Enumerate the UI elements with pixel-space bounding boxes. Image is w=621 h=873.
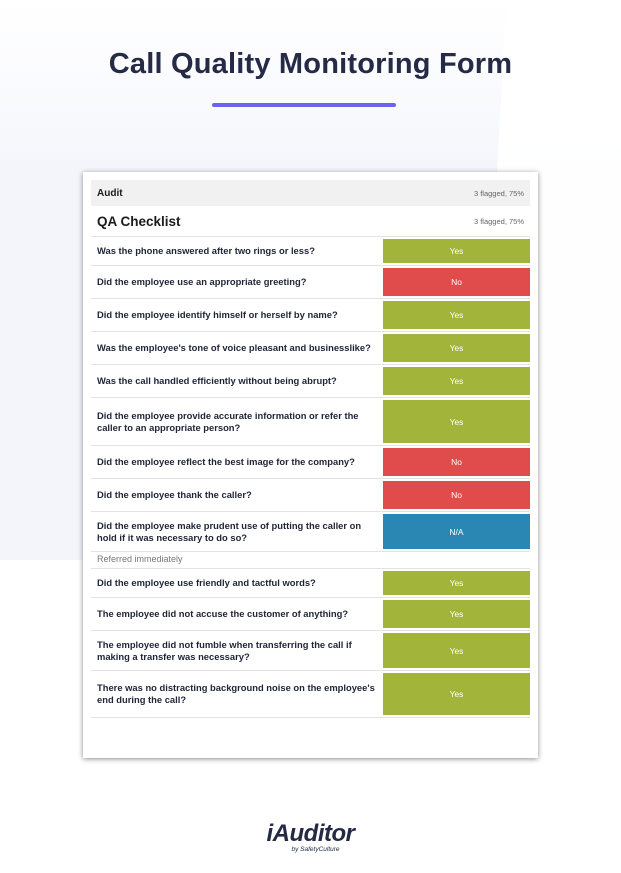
answer-badge: Yes xyxy=(383,400,530,443)
question-text: The employee did not fumble when transferring the call if making a transfer was necessary? xyxy=(97,638,352,662)
question-text: Did the employee use friendly and tactful words? xyxy=(97,577,316,588)
question-text: Did the employee thank the caller? xyxy=(97,489,252,500)
question-text: Was the employee's tone of voice pleasant and businesslike? xyxy=(97,342,371,353)
logo-subtext: by SafetyCulture xyxy=(291,846,340,853)
audit-label: Audit xyxy=(97,187,123,199)
checklist-row xyxy=(91,365,530,398)
answer-badge: No xyxy=(383,448,530,476)
question-text: Did the employee provide accurate information or refer the caller to an appropriate person? xyxy=(97,409,359,433)
checklist-row xyxy=(91,479,530,512)
title-underline xyxy=(212,103,396,107)
page-title: Call Quality Monitoring Form xyxy=(108,48,513,80)
section-meta: 3 flagged, 75% xyxy=(473,216,524,226)
audit-header xyxy=(91,180,530,206)
question-text: Did the employee reflect the best image for the company? xyxy=(97,456,355,467)
section-title: QA Checklist xyxy=(97,213,181,229)
checklist xyxy=(91,236,530,718)
question-text: Did the employee make prudent use of putting the caller on hold if it was necessary to do so? xyxy=(97,519,362,543)
answer-badge: Yes xyxy=(383,600,530,628)
checklist-row xyxy=(91,446,530,479)
answer-badge: Yes xyxy=(383,301,530,329)
checklist-row xyxy=(91,299,530,332)
brand-logo xyxy=(0,820,621,853)
checklist-row xyxy=(91,266,530,299)
question-text: The employee did not accuse the customer of anything? xyxy=(97,608,349,619)
answer-badge: Yes xyxy=(383,571,530,595)
section-header xyxy=(91,206,530,236)
question-text: There was no distracting background noise on the employee's end during the call? xyxy=(97,682,375,705)
row-note: Referred immediately xyxy=(97,554,183,564)
logo-text: iAuditor xyxy=(266,820,355,847)
question-text: Did the employee identify himself or herself by name? xyxy=(97,309,338,320)
answer-badge: Yes xyxy=(383,334,530,362)
checklist-row xyxy=(91,671,530,718)
answer-badge: Yes xyxy=(383,239,530,263)
checklist-row xyxy=(91,332,530,365)
checklist-row xyxy=(91,631,530,671)
question-text: Was the call handled efficiently without being abrupt? xyxy=(97,375,337,386)
answer-badge: Yes xyxy=(383,367,530,395)
checklist-row xyxy=(91,236,530,266)
checklist-row xyxy=(91,512,530,552)
checklist-row xyxy=(91,398,530,446)
question-text: Did the employee use an appropriate greeting? xyxy=(97,276,307,287)
checklist-row xyxy=(91,568,530,598)
checklist-row xyxy=(91,598,530,631)
answer-badge: N/A xyxy=(383,514,530,549)
answer-badge: No xyxy=(383,481,530,509)
answer-badge: Yes xyxy=(383,673,530,715)
answer-badge: Yes xyxy=(383,633,530,668)
answer-badge: No xyxy=(383,268,530,296)
audit-meta: 3 flagged, 75% xyxy=(473,188,524,198)
report-card xyxy=(83,172,538,758)
question-text: Was the phone answered after two rings or less? xyxy=(97,245,315,256)
